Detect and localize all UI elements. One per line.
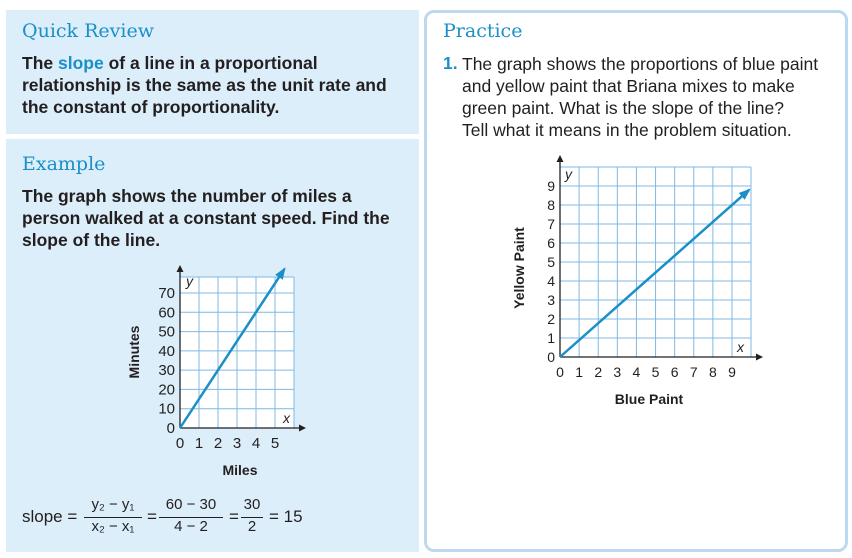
practice-x-axis-label: Blue Paint [614, 391, 684, 407]
practice-heading: Practice [443, 20, 523, 42]
equals-2: = [229, 507, 239, 526]
slope-label: slope = [22, 507, 78, 526]
practice-y-tick-label: 7 [547, 216, 555, 232]
practice-y-tick-label: 8 [547, 197, 555, 213]
example-x-tick-label: 1 [194, 435, 204, 452]
practice-x-tick-label: 8 [708, 364, 717, 380]
example-line-1: The graph shows the number of miles a [22, 186, 352, 206]
practice-grid [560, 167, 751, 357]
example-line-2: person walked at a constant speed. Find the [22, 208, 390, 228]
example-y-tick-label: 30 [158, 362, 175, 380]
example-y-axis-label: Minutes [126, 325, 142, 379]
practice-x-axis-arrow [756, 354, 763, 361]
quick-review-line-2: relationship is the same as the unit rate and [22, 75, 387, 95]
slope-result: = 15 [269, 507, 303, 526]
fraction-2-numerator: 60 − 30 [165, 496, 217, 513]
practice-y-tick-label: 4 [547, 273, 555, 289]
practice-line-1: The graph shows the proportions of blue paint [462, 54, 819, 74]
practice-x-tick-label: 5 [651, 364, 660, 380]
example-y-var: y [186, 273, 193, 289]
practice-x-tick-label: 9 [728, 364, 736, 380]
fraction-3-denominator: 2 [247, 518, 257, 535]
practice-x-var: x [737, 339, 744, 355]
example-x-tick-label: 5 [270, 435, 280, 452]
slope-term: slope [57, 53, 104, 73]
practice-line-4: Tell what it means in the problem situation. [462, 120, 792, 140]
quick-review-line-1-pre: The [22, 53, 58, 73]
practice-x-tick-label: 2 [594, 364, 603, 380]
practice-y-tick-label: 1 [547, 330, 555, 346]
practice-y-tick-label: 9 [547, 178, 555, 194]
example-y-tick-label: 40 [158, 342, 175, 360]
practice-y-tick-label: 6 [547, 235, 555, 251]
practice-line-3: green paint. What is the slope of the line? [462, 98, 785, 118]
quick-review-heading: Quick Review [22, 20, 154, 42]
equals-1: = [147, 507, 157, 526]
practice-x-tick-label: 7 [689, 364, 698, 380]
example-x-axis-label: Miles [222, 462, 258, 478]
example-y-tick-label: 20 [158, 381, 175, 399]
practice-y-axis-label: Yellow Paint [511, 227, 527, 309]
practice-x-tick-label: 1 [575, 364, 584, 380]
practice-x-tick-label: 4 [632, 364, 641, 380]
example-y-tick-label: 50 [158, 323, 175, 341]
practice-y-axis-arrow [557, 155, 564, 162]
practice-x-tick-label: 3 [613, 364, 622, 380]
example-line-3: slope of the line. [22, 230, 161, 250]
example-y-tick-label: 70 [158, 285, 175, 302]
example-y-tick-label: 10 [158, 400, 175, 418]
fraction-1-numerator: y₂ − y₁ [91, 496, 135, 513]
fraction-2-denominator: 4 − 2 [174, 518, 208, 535]
quick-review-line-3: the constant of proportionality. [22, 97, 280, 117]
example-y-tick-label: 0 [166, 420, 175, 437]
example-y-tick-label: 60 [158, 304, 175, 322]
example-x-var: x [283, 410, 290, 426]
practice-x-tick-label: 0 [556, 364, 564, 380]
example-x-tick-label: 2 [213, 435, 223, 452]
example-x-tick-label: 3 [232, 435, 242, 452]
practice-y-var: y [565, 166, 572, 182]
example-x-tick-label: 4 [251, 435, 261, 452]
quick-review-line-1-post: of a line in a proportional [103, 53, 318, 73]
practice-x-tick-label: 6 [670, 364, 679, 380]
question-number: 1. [443, 53, 458, 73]
fraction-1-denominator: x₂ − x₁ [91, 518, 135, 535]
practice-y-tick-label: 2 [547, 311, 555, 327]
fraction-3-numerator: 30 [243, 496, 261, 513]
example-x-tick-label: 0 [175, 435, 185, 452]
example-heading: Example [22, 153, 106, 175]
practice-y-tick-label: 3 [547, 292, 555, 308]
practice-line-2: and yellow paint that Briana mixes to make [462, 76, 795, 96]
practice-y-tick-label: 0 [547, 349, 555, 365]
practice-y-tick-label: 5 [547, 254, 555, 270]
